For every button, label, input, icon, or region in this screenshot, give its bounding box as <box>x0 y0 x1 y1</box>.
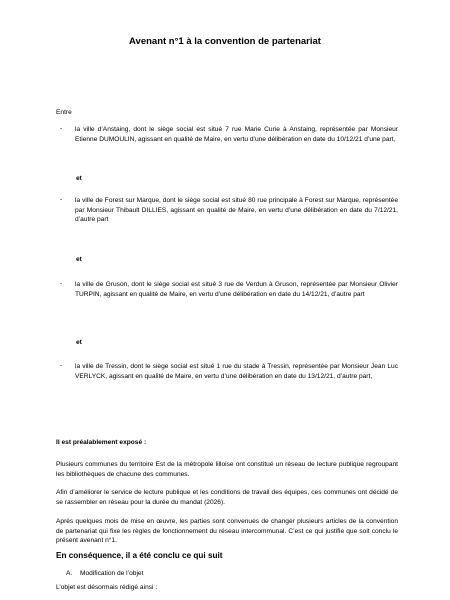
party-text: la ville de Tressin, dont le siège social est situé 1 rue du stade à Tressin, représentée par Monsieur Jean Luc VERLYCK, agissant en qualité de Maire, en vertu d’une délibération en date du 13/12/21, d’autre part, <box>75 363 398 380</box>
consequence-heading: En conséquence, il a été conclu ce qui suit <box>56 551 223 560</box>
section-label: Modification de l’objet <box>80 570 144 577</box>
party-text: la ville de Gruson, dont le siège social est situé 3 rue de Verdun à Gruson, représentée par Monsieur Olivier TURPIN, agissant en qualité de Maire, en vertu d’une délibération en date du 14/12/21, d’autre part <box>75 281 398 298</box>
bullet-dash: - <box>60 125 63 132</box>
party-text: la ville d’Anstaing, dont le siège social est situé 7 rue Marie Curie à Anstaing, représentée par Monsieur Etienne DUMOULIN, agissant en qualité de Maire, en vertu d’une délibération en date du 10/12/21 d’une part, <box>75 126 398 143</box>
paragraph: Plusieurs communes du territoire Est de la métropole lilloise ont constitué un réseau de lecture publique regroupant les bibliothèques de chacune des communes. <box>56 461 398 478</box>
party-text: la ville de Forest sur Marque, dont le siège social est situé 80 rue principale à Forest sur Marque, représentée par Monsieur Thibault DILLIES, agissant en qualité de Maire, en vertu d’une délibération en date du 7/12/21, d’autre part <box>75 197 398 224</box>
section-letter: A. <box>66 570 73 577</box>
bullet-dash: - <box>60 196 63 203</box>
document-title: Avenant n°1 à la convention de partenariat <box>129 36 321 47</box>
et-label: et <box>76 339 82 346</box>
paragraph: Après quelques mois de mise en œuvre, les parties sont convenues de changer plusieurs articles de la convention de partenariat qui fixe les règles de fonctionnement du réseau intercommunal. C’est ce qui justifie que soit conclu le présent avenant n°1. <box>56 518 398 545</box>
entre-label: Entre <box>56 109 72 116</box>
bullet-dash: - <box>60 362 63 369</box>
paragraph: Afin d’améliorer le service de lecture publique et les conditions de travail des équipes, ces communes ont décidé de se rassembler en réseau pour la durée du mandat (2026). <box>56 489 398 506</box>
et-label: et <box>76 175 82 182</box>
et-label: et <box>76 256 82 263</box>
section-a-heading <box>66 570 143 577</box>
preamble-heading: Il est préalablement exposé : <box>56 439 147 446</box>
closing-line: L’objet est désormais rédigé ainsi : <box>56 584 158 591</box>
bullet-dash: - <box>60 280 63 287</box>
